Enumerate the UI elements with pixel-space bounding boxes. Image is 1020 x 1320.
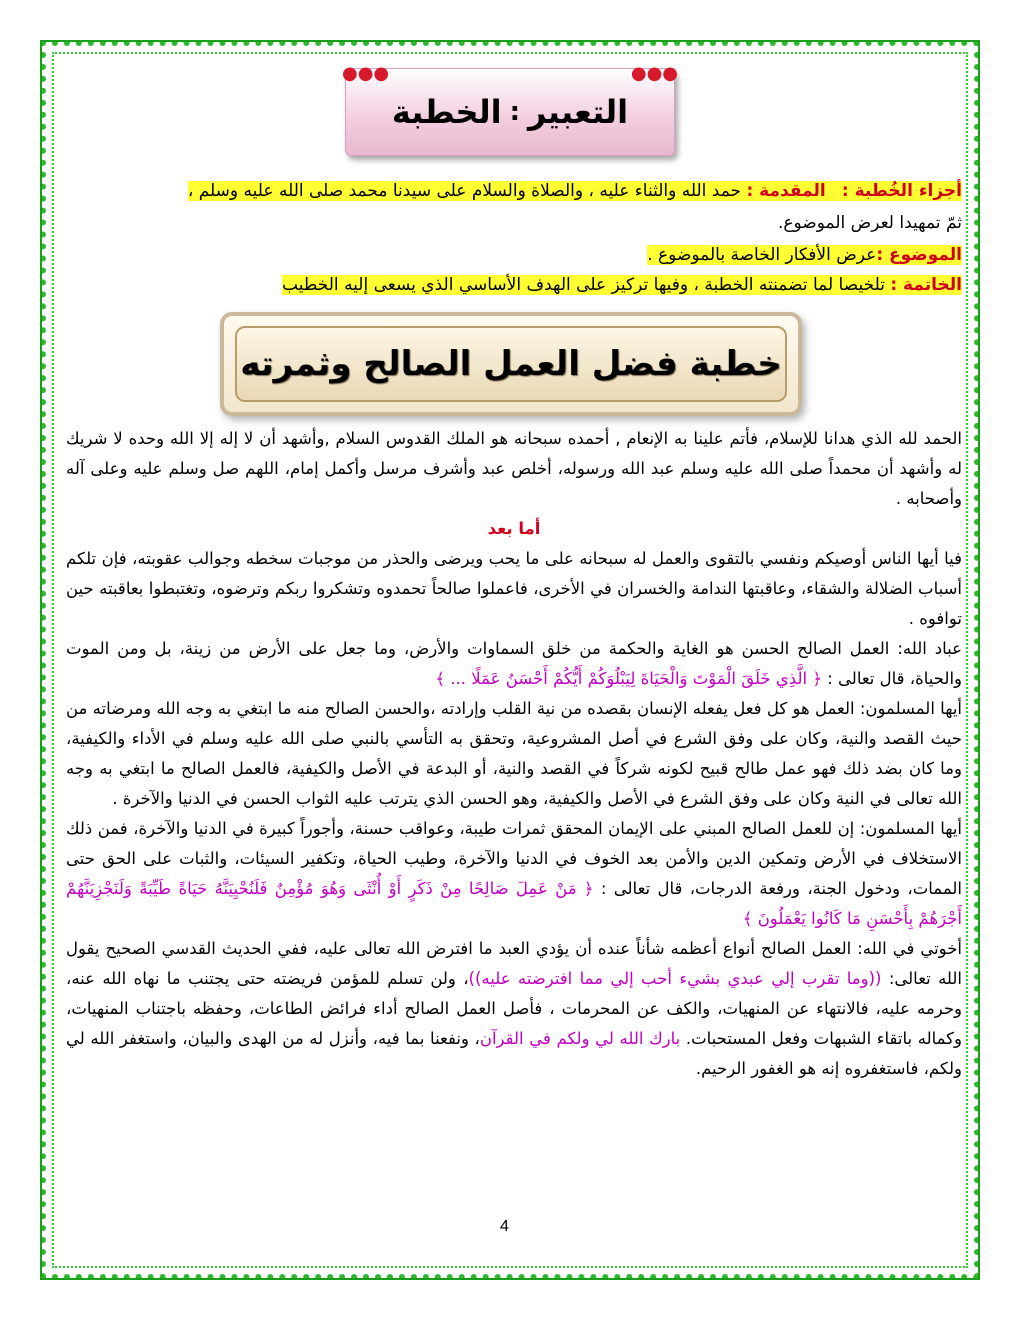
- speech-title-banner: [220, 312, 802, 416]
- quran-verse-1: ﴿ الَّذِي خَلَقَ الْمَوْتَ وَالْحَيَاةَ لِيَبْلُوَكُمْ أَيُّكُمْ أَحْسَنُ عَمَلًا ... ﴾: [435, 669, 822, 688]
- intro-text: حمد الله والثناء عليه ، والصلاة والسلام على سيدنا محمد صلى الله عليه وسلم ،: [187, 181, 742, 201]
- title-word-speech: الخطبة: [391, 93, 502, 131]
- intro-line-1: [66, 176, 962, 206]
- intro-text-2: ثمّ تمهيدا لعرض الموضوع.: [777, 213, 962, 233]
- parts-label: أجزاء الخُطبة :: [841, 181, 962, 201]
- conclusion-text: تلخيصا لما تضمنته الخطبة ، وفيها تركيز على الهدف الأساسي الذي يسعى إليه الخطيب: [282, 275, 885, 295]
- intro-label: المقدمة :: [746, 181, 826, 201]
- hadith-quote: ((وما تقرب إلي عبدي بشيء أحب إلي مما افترضته عليه)): [468, 969, 882, 988]
- title-word-expression: التعبير: [527, 93, 629, 131]
- speech-paragraph-5: [66, 814, 962, 934]
- paragraph-6-text-c: ، ونفعنا بما فيه، وأنزل له من الهدى والبيان، واستغفر الله لي ولكم، فاستغفروه إنه هو الغفور الرحيم.: [66, 1029, 962, 1078]
- paragraph-6-text-a: أخوتي في الله: العمل الصالح أنواع أعظمه شأناً عنده أن يؤدي العبد ما افترض الله تعالى عليه، ففي الحديث القدسي الصحيح يقول الله تعالى:: [66, 939, 962, 988]
- conclusion-line: [66, 270, 962, 300]
- blessing-phrase: بارك الله لي ولكم في القرآن: [479, 1029, 681, 1048]
- cherry-decoration-icon: ●●●: [342, 63, 390, 84]
- intro-line-2: [66, 208, 962, 238]
- conclusion-label: الخاتمة :: [890, 275, 962, 295]
- quran-verse-2: ﴿ مَنْ عَمِلَ صَالِحًا مِنْ ذَكَرٍ أَوْ أُنْثَى وَهُوَ مُؤْمِنٌ فَلَنُحْيِيَنَّهُ حَيَاةً طَيِّبَةً وَلَنَجْزِيَنَّهُمْ أَجْرَهُمْ بِأَحْسَنِ مَا كَانُوا يَعْمَلُونَ ﴾: [66, 879, 962, 928]
- cherry-decoration-icon: ●●●: [630, 63, 678, 84]
- speech-body: [66, 424, 962, 1084]
- title-box: [342, 63, 678, 156]
- paragraph-5-text: أيها المسلمون: إن للعمل الصالح المبني على الإيمان المحقق ثمرات طيبة، وعواقب حسنة، وأجوراً كبيرة في الدنيا والآخرة، فمن ذلك الاستخلاف في الأرض وتمكين الدين والأمن بعد الخوف في الدنيا والآخرة، وطيب الحياة، وتكفير السيئات، والثبات على الحق حتى الممات، ودخول الجنة، ورفعة الدرجات، قال تعالى :: [66, 819, 962, 898]
- speech-paragraph-2: فيا أيها الناس أوصيكم ونفسي بالتقوى والعمل له سبحانه على ما يحب ويرضى والحذر من موجبات سخطه وجوالب عقوبته، فإن تلكم أسباب الضلالة والشقاء، وعاقبتها الندامة والخسران في الأخرى، فاعملوا صالحاً تحمدوه وتشكروا ربكم وترضوه، وتغتبطوا بعاقبته حين توافوه .: [66, 549, 962, 628]
- speech-opening: الحمد لله الذي هدانا للإسلام، فأتم علينا به الإنعام , أحمده سبحانه هو الملك القدوس السلام ,وأشهد أن لا إله إلا الله وحده لا شريك له وأشهد أن محمداً صلى الله عليه وسلم عبد الله ورسوله، أخلص عبد وأشرف مرسل وأكمل إمام، اللهم صل وسلم عليه وعلى آله وأصحابه .: [66, 429, 962, 508]
- paragraph-3-text: عباد الله: العمل الصالح الحسن هو الغاية والحكمة من خلق السماوات والأرض، وما جعل على الأرض من زينة، بل ومن الموت والحياة، قال تعالى :: [66, 639, 962, 688]
- amma-baad-heading: أما بعد: [487, 519, 541, 538]
- speech-paragraph-4: أيها المسلمون: العمل هو كل فعل يفعله الإنسان بقصده من نية القلب وإرادته ،والحسن الصالح منه ما ابتغي به وجه الله ومرضاته من حيث القصد والنية، وكان على وفق الشرع في أصل المشروعية، وتحقق به التأسي بالنبي صلى الله عليه وسلم في الأداء والكيفية، وما كان بضد ذلك فهو عمل طالح قبيح لكونه شركاً في القصد والنية، أو البدعة في الأصل والكيفية، فالعمل الصالح ما ابتغي به وجه الله تعالى في النية وكان على وفق الشرع في الأصل والكيفية، وهو الحسن الذي يترتب عليه الثواب الحسن في الدنيا والآخرة .: [66, 699, 962, 808]
- title-colon: :: [509, 97, 520, 127]
- speech-paragraph-3: [66, 634, 962, 694]
- topic-line: [66, 240, 962, 270]
- topic-label: الموضوع :: [876, 245, 962, 265]
- speech-paragraph-6: [66, 934, 962, 1084]
- paragraph-6-text-b: ، ولن تسلم للمؤمن فريضته حتى يجتنب ما نهاه الله عنه، وحرمه عليه، فالانتهاء عن المنهيات، والكف عن المحرمات ، فأصل العمل الصالح أداء فرائض الطاعات، وحفظه باجتناب المنهيات، وكماله باتقاء الشبهات وفعل المستحبات.: [66, 969, 962, 1048]
- page-number: 4: [500, 1218, 509, 1235]
- speech-title: خطبة فضل العمل الصالح وثمرته: [235, 326, 787, 402]
- topic-text: عرض الأفكار الخاصة بالموضوع .: [647, 245, 877, 265]
